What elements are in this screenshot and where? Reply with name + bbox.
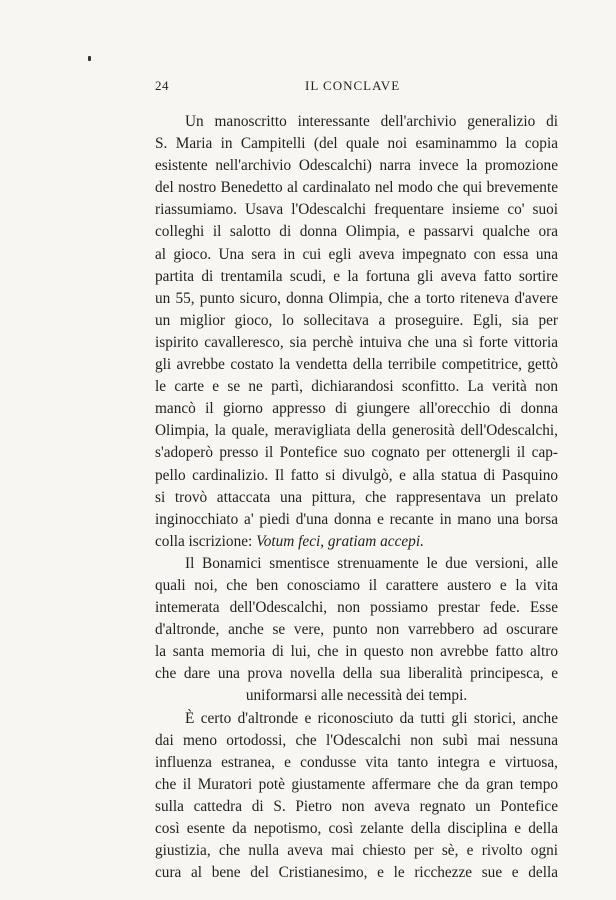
text-line: che il Muratori potè giustamente affermare che da gran tempo <box>155 775 558 793</box>
text-line: influenza estranea, e condusse vita tanto integra e virtuosa, <box>155 753 558 771</box>
text-line: Olimpia, la quale, meravigliata della generosità dell'Odescalchi, <box>155 422 558 440</box>
text-line <box>155 531 558 553</box>
text-line: Il Bonamici smentisce strenuamente le due versioni, alle <box>185 554 558 572</box>
text-line: le carte e se ne partì, dichiarandosi sconfitto. La verità non <box>155 378 558 396</box>
text-line: uniformarsi alle necessità dei tempi. <box>245 687 468 705</box>
text-line: al gioco. Una sera in cui egli aveva impegnato con essa una <box>155 245 558 263</box>
text-line: giustizia, che nulla aveva mai chiesto per sè, e rivolto ogni <box>155 842 558 860</box>
text-line: esistente nell'archivio Odescalchi) narra invece la promozione <box>155 157 558 175</box>
running-header <box>155 78 477 98</box>
text-line: inginocchiato a' piedi d'una donna e recante in mano una borsa <box>155 510 558 528</box>
text-line: dai meno ortodossi, che l'Odescalchi non subì mai nessuna <box>155 731 558 749</box>
text-line: intemerata dell'Odescalchi, non possiamo prestar fede. Esse <box>155 599 558 617</box>
text-line: la santa memoria di lui, che in questo non avrebbe fatto altro <box>155 643 558 661</box>
text-line: mancò il giorno appresso di giungere all'orecchio di donna <box>155 400 558 418</box>
body-text <box>155 111 558 884</box>
text-line: sulla cattedra di S. Pietro non aveva regnato un Pontefice <box>155 797 558 815</box>
text-line: d'altronde, anche se vere, punto non varrebbero ad oscurare <box>155 621 558 639</box>
text-line: partita di trentamila scudi, e la fortuna gli aveva fatto sortire <box>155 267 558 285</box>
text-fragment: colla iscrizione: <box>155 532 257 550</box>
text-line: cura al bene del Cristianesimo, e le ricchezze sue e della <box>155 864 558 882</box>
latin-inscription: Votum feci, gratiam accepi. <box>256 532 424 550</box>
text-line: del nostro Benedetto al cardinalato nel modo che qui brevemente <box>155 179 558 197</box>
text-line: ispirito cavalleresco, sia perchè intuiva che una sì forte vittoria <box>155 333 558 351</box>
running-title: IL CONCLAVE <box>305 78 401 93</box>
text-line: un 55, punto sicuro, donna Olimpia, che a torto riteneva d'avere <box>155 289 558 307</box>
text-line: Un manoscritto interessante dell'archivio generalizio di <box>185 113 558 130</box>
text-line: s'adoperò presso il Pontefice suo cognato per ottenergli il cap- <box>155 444 558 462</box>
text-line: che dare una prova novella della sua liberalità principesca, e <box>155 665 558 683</box>
text-line: colleghi il salotto di donna Olimpia, e passarvi qualche ora <box>155 223 558 241</box>
text-line: si trovò attaccata una pittura, che rappresentava un prelato <box>155 488 558 506</box>
text-line: S. Maria in Campitelli (del quale noi esaminammo la copia <box>155 135 558 153</box>
ink-speck <box>88 56 91 61</box>
text-line: quali noi, che ben conosciamo il carattere austero e la vita <box>155 576 558 594</box>
text-line: riassumiamo. Usava l'Odescalchi frequentare insieme co' suoi <box>155 201 558 219</box>
text-line: È certo d'altronde e riconosciuto da tutti gli storici, anche <box>185 709 558 727</box>
text-line: così esente da nepotismo, così zelante della disciplina e della <box>155 820 558 837</box>
text-line: gli avrebbe costato la vendetta della terribile competitrice, gettò <box>155 356 558 374</box>
text-line: un miglior gioco, lo sollecitava a proseguire. Egli, sia per <box>155 311 558 329</box>
page-number: 24 <box>155 78 169 93</box>
text-line: pello cardinalizio. Il fatto si divulgò, e alla statua di Pasquino <box>155 466 558 484</box>
